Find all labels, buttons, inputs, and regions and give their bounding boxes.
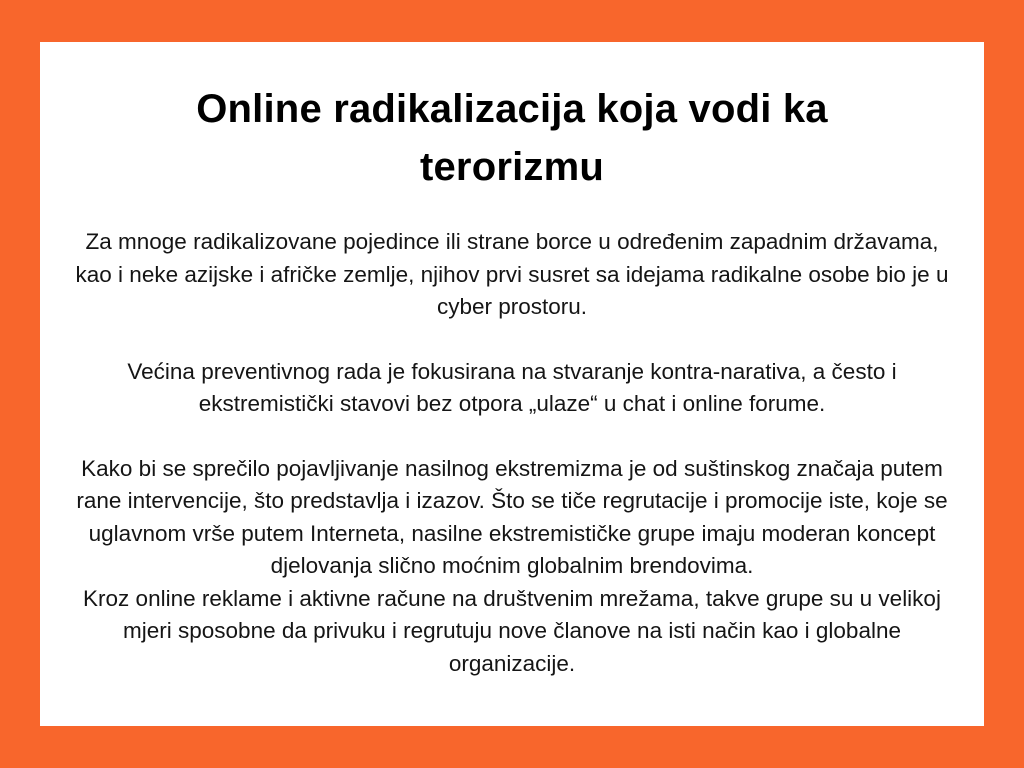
- paragraph-online-reklame: Kroz online reklame i aktivne račune na društvenim mrežama, takve grupe su u velikoj mjeri sposobne da privuku i regrutuju nove članove na isti način kao i globalne organizacije.: [83, 585, 941, 676]
- paragraph-cyber-prostor: Za mnoge radikalizovane pojedince ili strane borce u određenim zapadnim državama, kao i neke azijske i afričke zemlje, njihov prvi susret sa idejama radikalne osobe bio je u cyber prostoru.: [75, 229, 949, 319]
- poster-card: [40, 42, 984, 726]
- paragraph-rana-intervencija: Kako bi se sprečilo pojavljivanje nasilnog ekstremizma je od suštinskog značaja putem rane intervencije, što predstavlja i izazov. Što se tiče regrutacije i promocije iste, koje se uglavnom vrše putem Interneta, nasilne ekstremističke grupe imaju moderan koncept djelovanja slično moćnim globalnim brendovima.: [76, 455, 948, 578]
- paragraph-kontra-narativ: Većina preventivnog rada je fokusirana na stvaranje kontra-narativa, a često i ekstremistički stavovi bez otpora „ulaze“ u chat i online forume.: [127, 358, 897, 416]
- poster-title: Online radikalizacija koja vodi ka terorizmu: [196, 87, 828, 189]
